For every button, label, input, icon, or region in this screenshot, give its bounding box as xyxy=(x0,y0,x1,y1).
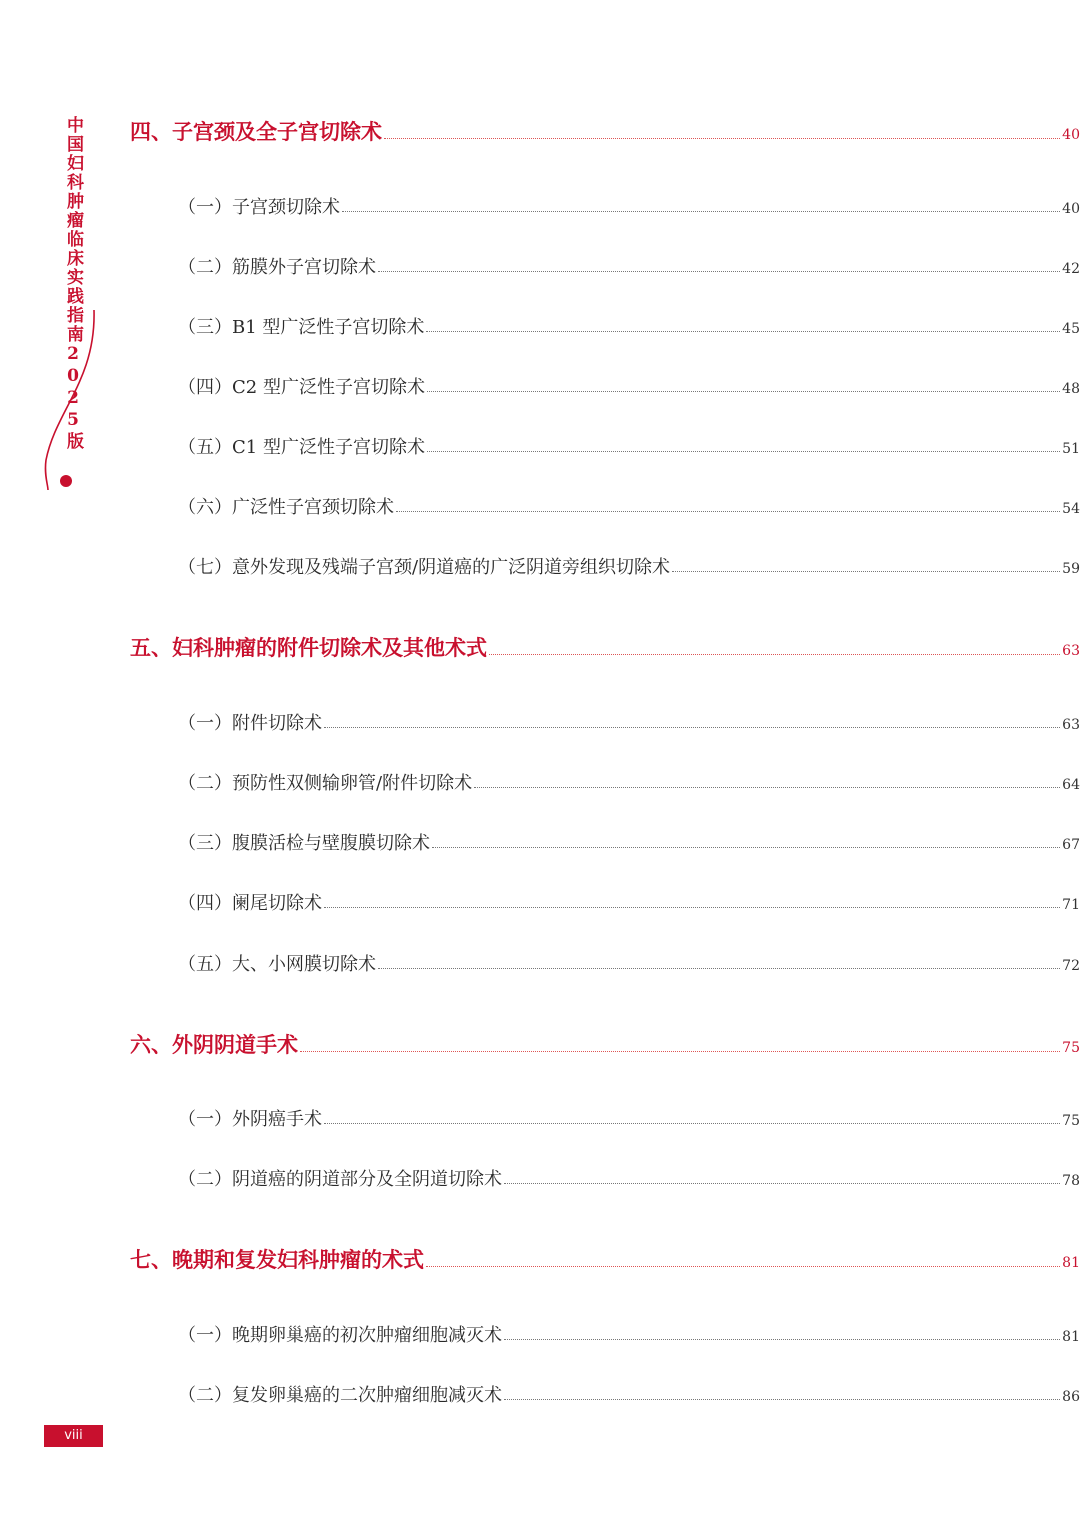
toc-entry-page-number: 48 xyxy=(1062,381,1080,397)
toc-entry-page-number: 71 xyxy=(1062,897,1080,913)
dot-leader xyxy=(384,137,1060,139)
dot-leader xyxy=(378,270,1060,272)
toc-entry-label: （三）腹膜活检与壁腹膜切除术 xyxy=(178,833,430,854)
toc-item-entry[interactable] xyxy=(0,829,1080,855)
toc-entry-page-number: 63 xyxy=(1062,643,1080,659)
toc-entry-label: （二）筋膜外子宫切除术 xyxy=(178,257,376,278)
toc-item-entry[interactable] xyxy=(0,553,1080,579)
toc-section-entry[interactable] xyxy=(0,116,1080,146)
toc-entry-page-number: 40 xyxy=(1062,201,1080,217)
toc-entry-label: （七）意外发现及残端子宫颈/阴道癌的广泛阴道旁组织切除术 xyxy=(178,557,671,578)
toc-item-entry[interactable] xyxy=(0,1105,1080,1131)
toc-entry-page-number: 51 xyxy=(1062,441,1080,457)
dot-leader xyxy=(426,1265,1060,1267)
dot-leader xyxy=(504,1338,1060,1340)
toc-entry-label: （四）C2 型广泛性子宫切除术 xyxy=(178,377,425,398)
page-number-badge: viii xyxy=(44,1425,103,1447)
toc-section-entry[interactable] xyxy=(0,1029,1080,1059)
toc-entry-page-number: 63 xyxy=(1062,717,1080,733)
toc-item-entry[interactable] xyxy=(0,1165,1080,1191)
dot-leader xyxy=(378,967,1060,969)
toc-item-entry[interactable] xyxy=(0,193,1080,219)
toc-entry-page-number: 40 xyxy=(1062,127,1080,143)
toc-entry-page-number: 81 xyxy=(1062,1255,1080,1271)
toc-entry-page-number: 42 xyxy=(1062,261,1080,277)
dot-leader xyxy=(300,1050,1060,1052)
toc-item-entry[interactable] xyxy=(0,709,1080,735)
toc-entry-label: （三）B1 型广泛性子宫切除术 xyxy=(178,317,425,338)
toc-item-entry[interactable] xyxy=(0,769,1080,795)
toc-entry-page-number: 75 xyxy=(1062,1040,1080,1056)
dot-leader xyxy=(342,210,1060,212)
toc-entry-label: （四）阑尾切除术 xyxy=(178,893,322,914)
dot-leader xyxy=(324,1122,1060,1124)
toc-entry-page-number: 45 xyxy=(1062,321,1080,337)
toc-section-entry[interactable] xyxy=(0,632,1080,662)
toc-entry-label: （一）晚期卵巢癌的初次肿瘤细胞减灭术 xyxy=(178,1325,502,1346)
toc-item-entry[interactable] xyxy=(0,1321,1080,1347)
toc-entry-page-number: 59 xyxy=(1062,561,1080,577)
toc-entry-page-number: 75 xyxy=(1062,1113,1080,1129)
toc-entry-label: 七、晚期和复发妇科肿瘤的术式 xyxy=(130,1248,424,1272)
dot-leader xyxy=(426,330,1060,332)
toc-entry-label: （六）广泛性子宫颈切除术 xyxy=(178,497,394,518)
toc-entry-label: （五）大、小网膜切除术 xyxy=(178,954,376,975)
dot-leader xyxy=(432,846,1060,848)
dot-leader xyxy=(672,570,1060,572)
toc-item-entry[interactable] xyxy=(0,493,1080,519)
toc-entry-label: （一）附件切除术 xyxy=(178,713,322,734)
toc-entry-label: 六、外阴阴道手术 xyxy=(130,1033,298,1057)
dot-leader xyxy=(324,906,1060,908)
dot-leader xyxy=(504,1182,1060,1184)
toc-entry-page-number: 72 xyxy=(1062,958,1080,974)
toc-entry-page-number: 54 xyxy=(1062,501,1080,517)
toc-entry-page-number: 86 xyxy=(1062,1389,1080,1405)
toc-item-entry[interactable] xyxy=(0,1381,1080,1407)
toc-item-entry[interactable] xyxy=(0,433,1080,459)
side-book-title: 中国妇科肿瘤临床实践指南2025版 xyxy=(63,116,83,451)
toc-entry-page-number: 67 xyxy=(1062,837,1080,853)
toc-entry-label: （五）C1 型广泛性子宫切除术 xyxy=(178,437,425,458)
toc-entry-label: （二）复发卵巢癌的二次肿瘤细胞减灭术 xyxy=(178,1385,502,1406)
toc-entry-label: （一）外阴癌手术 xyxy=(178,1109,322,1130)
toc-entry-page-number: 81 xyxy=(1062,1329,1080,1345)
dot-leader xyxy=(427,450,1060,452)
toc-item-entry[interactable] xyxy=(0,313,1080,339)
toc-entry-label: （二）阴道癌的阴道部分及全阴道切除术 xyxy=(178,1169,502,1190)
toc-item-entry[interactable] xyxy=(0,889,1080,915)
toc-item-entry[interactable] xyxy=(0,373,1080,399)
dot-leader xyxy=(504,1398,1060,1400)
toc-item-entry[interactable] xyxy=(0,950,1080,976)
toc-entry-page-number: 64 xyxy=(1062,777,1080,793)
toc-entry-label: （二）预防性双侧输卵管/附件切除术 xyxy=(178,773,473,794)
dot-leader xyxy=(489,653,1060,655)
toc-entry-page-number: 78 xyxy=(1062,1173,1080,1189)
dot-leader xyxy=(324,726,1060,728)
dot-leader xyxy=(474,786,1060,788)
dot-leader xyxy=(427,390,1060,392)
toc-entry-label: 四、子宫颈及全子宫切除术 xyxy=(130,120,382,144)
toc-item-entry[interactable] xyxy=(0,253,1080,279)
toc-section-entry[interactable] xyxy=(0,1244,1080,1274)
toc-entry-label: 五、妇科肿瘤的附件切除术及其他术式 xyxy=(130,636,487,660)
dot-leader xyxy=(396,510,1060,512)
toc-entry-label: （一）子宫颈切除术 xyxy=(178,197,340,218)
